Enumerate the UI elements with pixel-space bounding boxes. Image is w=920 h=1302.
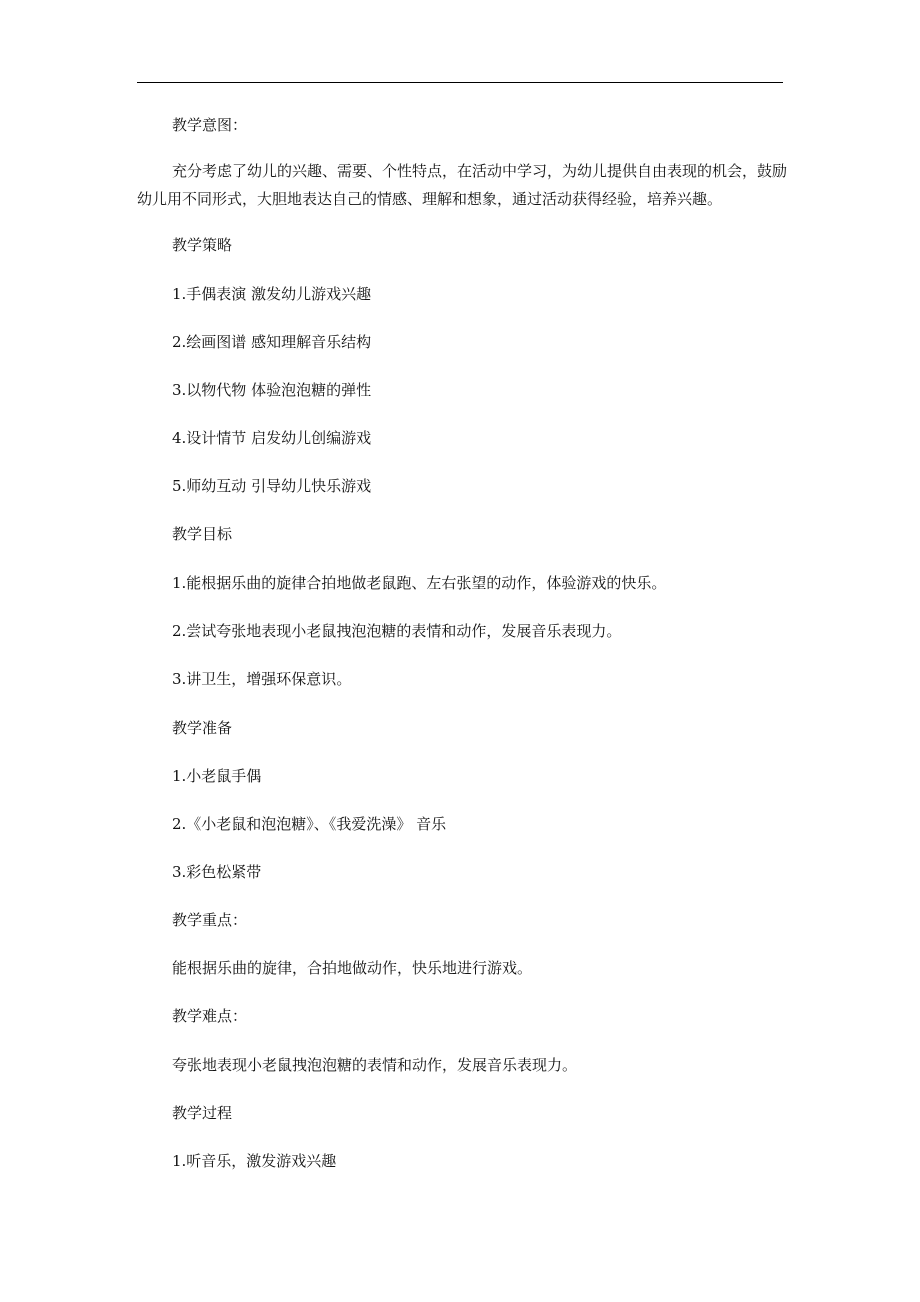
difficulty-body: 夸张地表现小老鼠拽泡泡糖的表情和动作，发展音乐表现力。 bbox=[172, 1056, 578, 1074]
preparation-item: 3.彩色松紧带 bbox=[172, 863, 262, 881]
strategy-item: 2.绘画图谱 感知理解音乐结构 bbox=[172, 333, 372, 351]
key-point-body: 能根据乐曲的旋律，合拍地做动作，快乐地进行游戏。 bbox=[172, 959, 533, 977]
goal-heading: 教学目标 bbox=[172, 525, 233, 543]
strategy-heading: 教学策略 bbox=[172, 236, 233, 254]
intent-paragraph: 充分考虑了幼儿的兴趣、需要、个性特点，在活动中学习，为幼儿提供自由表现的机会，鼓励幼儿用不同形式，大胆地表达自己的情感、理解和想象，通过活动获得经验，培养兴趣。 bbox=[137, 162, 788, 208]
preparation-item: 1.小老鼠手偶 bbox=[172, 767, 262, 785]
goal-item: 1.能根据乐曲的旋律合拍地做老鼠跑、左右张望的动作，体验游戏的快乐。 bbox=[172, 574, 667, 592]
header-rule bbox=[137, 82, 783, 83]
intent-heading: 教学意图： bbox=[172, 116, 248, 134]
strategy-item: 3.以物代物 体验泡泡糖的弹性 bbox=[172, 381, 372, 399]
strategy-item: 5.师幼互动 引导幼儿快乐游戏 bbox=[172, 477, 372, 495]
preparation-heading: 教学准备 bbox=[172, 719, 233, 737]
strategy-item: 1.手偶表演 激发幼儿游戏兴趣 bbox=[172, 285, 372, 303]
goal-item: 3.讲卫生，增强环保意识。 bbox=[172, 670, 352, 688]
difficulty-heading: 教学难点： bbox=[172, 1007, 248, 1025]
preparation-item: 2.《小老鼠和泡泡糖》、《我爱洗澡》 音乐 bbox=[172, 815, 447, 833]
process-item: 1.听音乐，激发游戏兴趣 bbox=[172, 1152, 337, 1170]
process-heading: 教学过程 bbox=[172, 1104, 233, 1122]
key-point-heading: 教学重点： bbox=[172, 911, 248, 929]
goal-item: 2.尝试夸张地表现小老鼠拽泡泡糖的表情和动作，发展音乐表现力。 bbox=[172, 622, 622, 640]
strategy-item: 4.设计情节 启发幼儿创编游戏 bbox=[172, 429, 372, 447]
